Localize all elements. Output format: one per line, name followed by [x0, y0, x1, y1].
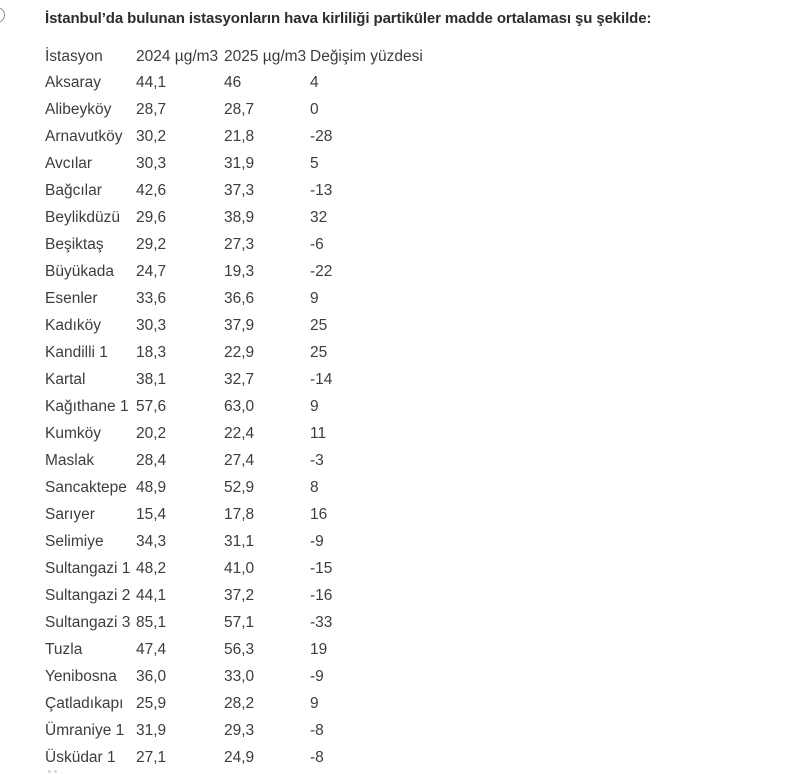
table-row	[45, 231, 475, 258]
cutoff-text-decoration	[47, 770, 61, 774]
cell-v2025: 24,9	[224, 749, 255, 766]
cell-change: -6	[310, 236, 324, 253]
cell-v2025: 27,4	[224, 452, 255, 469]
table-row	[45, 501, 475, 528]
cell-station: Selimiye	[45, 533, 104, 550]
cell-v2025: 38,9	[224, 209, 255, 226]
column-header-2024: 2024 µg/m3	[136, 48, 219, 65]
cell-v2025: 28,2	[224, 695, 255, 712]
cell-v2024: 31,9	[136, 722, 167, 739]
table-row	[45, 555, 475, 582]
cell-change: 0	[310, 101, 319, 118]
cell-v2025: 19,3	[224, 263, 255, 280]
table-row	[45, 582, 475, 609]
cell-v2025: 63,0	[224, 398, 255, 415]
cell-change: 9	[310, 398, 319, 415]
cell-station: Arnavutköy	[45, 128, 123, 145]
cell-station: Kandilli 1	[45, 344, 108, 361]
table-header-row	[45, 44, 475, 69]
cell-v2024: 34,3	[136, 533, 167, 550]
column-header-station: İstasyon	[45, 48, 103, 65]
cell-v2025: 21,8	[224, 128, 255, 145]
cell-change: 19	[310, 641, 328, 658]
cell-station: Bağcılar	[45, 182, 102, 199]
table-row	[45, 609, 475, 636]
table-row	[45, 528, 475, 555]
cell-v2024: 33,6	[136, 290, 167, 307]
cell-station: Sancaktepe	[45, 479, 127, 496]
cell-station: Beylikdüzü	[45, 209, 120, 226]
table-row	[45, 744, 475, 771]
cell-v2024: 44,1	[136, 587, 167, 604]
cell-v2025: 46	[224, 74, 242, 91]
table-row	[45, 420, 475, 447]
cell-v2025: 41,0	[224, 560, 255, 577]
cell-station: Aksaray	[45, 74, 101, 91]
cell-change: 9	[310, 290, 319, 307]
cell-change: -28	[310, 128, 333, 145]
cell-v2025: 29,3	[224, 722, 255, 739]
table-row	[45, 258, 475, 285]
cell-v2025: 22,4	[224, 425, 255, 442]
cell-v2024: 15,4	[136, 506, 167, 523]
table-row	[45, 717, 475, 744]
cell-v2024: 20,2	[136, 425, 167, 442]
cell-v2025: 37,2	[224, 587, 255, 604]
cell-station: Kağıthane 1	[45, 398, 129, 415]
cell-v2024: 30,2	[136, 128, 167, 145]
cell-v2024: 44,1	[136, 74, 167, 91]
cell-change: -9	[310, 533, 324, 550]
stations-table-body	[45, 69, 475, 771]
cell-change: 5	[310, 155, 319, 172]
cell-change: -13	[310, 182, 333, 199]
cell-station: Üsküdar 1	[45, 749, 116, 766]
cell-v2024: 30,3	[136, 317, 167, 334]
table-row	[45, 474, 475, 501]
cell-change: -8	[310, 749, 324, 766]
cell-v2025: 37,3	[224, 182, 255, 199]
cell-v2024: 27,1	[136, 749, 167, 766]
table-row	[45, 366, 475, 393]
cell-v2025: 37,9	[224, 317, 255, 334]
cell-change: -9	[310, 668, 324, 685]
table-row	[45, 690, 475, 717]
cell-v2025: 31,9	[224, 155, 255, 172]
cell-station: Kadıköy	[45, 317, 102, 334]
cell-change: 8	[310, 479, 319, 496]
cell-station: Sarıyer	[45, 506, 95, 523]
table-row	[45, 312, 475, 339]
cell-station: Kartal	[45, 371, 86, 388]
cell-v2025: 17,8	[224, 506, 255, 523]
cell-v2024: 28,7	[136, 101, 167, 118]
cell-change: 11	[310, 425, 327, 442]
cell-v2024: 48,2	[136, 560, 167, 577]
cell-change: -8	[310, 722, 324, 739]
cell-v2025: 28,7	[224, 101, 255, 118]
cell-change: 25	[310, 317, 328, 334]
cell-station: Alibeyköy	[45, 101, 112, 118]
cell-v2025: 56,3	[224, 641, 255, 658]
cutoff-circle-decoration	[0, 7, 5, 23]
cell-station: Sultangazi 1	[45, 560, 131, 577]
cell-change: 16	[310, 506, 328, 523]
cell-v2024: 30,3	[136, 155, 167, 172]
cell-v2024: 28,4	[136, 452, 167, 469]
table-row	[45, 339, 475, 366]
cell-change: -15	[310, 560, 333, 577]
cell-v2025: 52,9	[224, 479, 255, 496]
table-row	[45, 123, 475, 150]
cell-station: Tuzla	[45, 641, 83, 658]
cell-station: Maslak	[45, 452, 95, 469]
table-row	[45, 177, 475, 204]
table-row	[45, 636, 475, 663]
cell-v2025: 22,9	[224, 344, 255, 361]
table-row	[45, 69, 475, 96]
table-row	[45, 285, 475, 312]
cell-v2024: 29,2	[136, 236, 167, 253]
table-row	[45, 447, 475, 474]
cell-change: -22	[310, 263, 333, 280]
cell-station: Esenler	[45, 290, 98, 307]
cell-v2024: 57,6	[136, 398, 167, 415]
column-header-2025: 2025 µg/m3	[224, 48, 307, 65]
cell-v2024: 47,4	[136, 641, 167, 658]
table-row	[45, 393, 475, 420]
cell-change: 9	[310, 695, 319, 712]
cell-v2024: 48,9	[136, 479, 167, 496]
cell-v2024: 38,1	[136, 371, 167, 388]
cell-v2024: 29,6	[136, 209, 167, 226]
cell-station: Ümraniye 1	[45, 722, 125, 739]
cell-v2025: 31,1	[224, 533, 255, 550]
table-row	[45, 663, 475, 690]
page-title: İstanbul’da bulunan istasyonların hava kirliliği partiküler madde ortalaması şu şekilde:	[45, 10, 652, 27]
cell-change: 25	[310, 344, 328, 361]
cell-station: Büyükada	[45, 263, 114, 280]
cell-v2025: 27,3	[224, 236, 255, 253]
cell-station: Sultangazi 3	[45, 614, 131, 631]
cell-change: -14	[310, 371, 333, 388]
cell-change: -3	[310, 452, 324, 469]
cell-v2025: 33,0	[224, 668, 255, 685]
stations-table	[45, 44, 475, 771]
table-row	[45, 204, 475, 231]
cell-station: Avcılar	[45, 155, 93, 172]
cell-v2025: 57,1	[224, 614, 255, 631]
cell-station: Sultangazi 2	[45, 587, 131, 604]
cell-v2024: 42,6	[136, 182, 167, 199]
cell-v2025: 36,6	[224, 290, 255, 307]
column-header-change: Değişim yüzdesi	[310, 48, 423, 65]
cell-v2025: 32,7	[224, 371, 255, 388]
cell-v2024: 36,0	[136, 668, 167, 685]
cell-v2024: 24,7	[136, 263, 167, 280]
cell-change: -16	[310, 587, 333, 604]
cell-v2024: 18,3	[136, 344, 167, 361]
cell-station: Yenibosna	[45, 668, 117, 685]
cell-change: -33	[310, 614, 333, 631]
cell-change: 32	[310, 209, 328, 226]
cell-v2024: 85,1	[136, 614, 167, 631]
cell-v2024: 25,9	[136, 695, 167, 712]
table-row	[45, 96, 475, 123]
cell-station: Kumköy	[45, 425, 101, 442]
cell-change: 4	[310, 74, 319, 91]
cell-station: Beşiktaş	[45, 236, 104, 253]
table-row	[45, 150, 475, 177]
cell-station: Çatladıkapı	[45, 695, 124, 712]
